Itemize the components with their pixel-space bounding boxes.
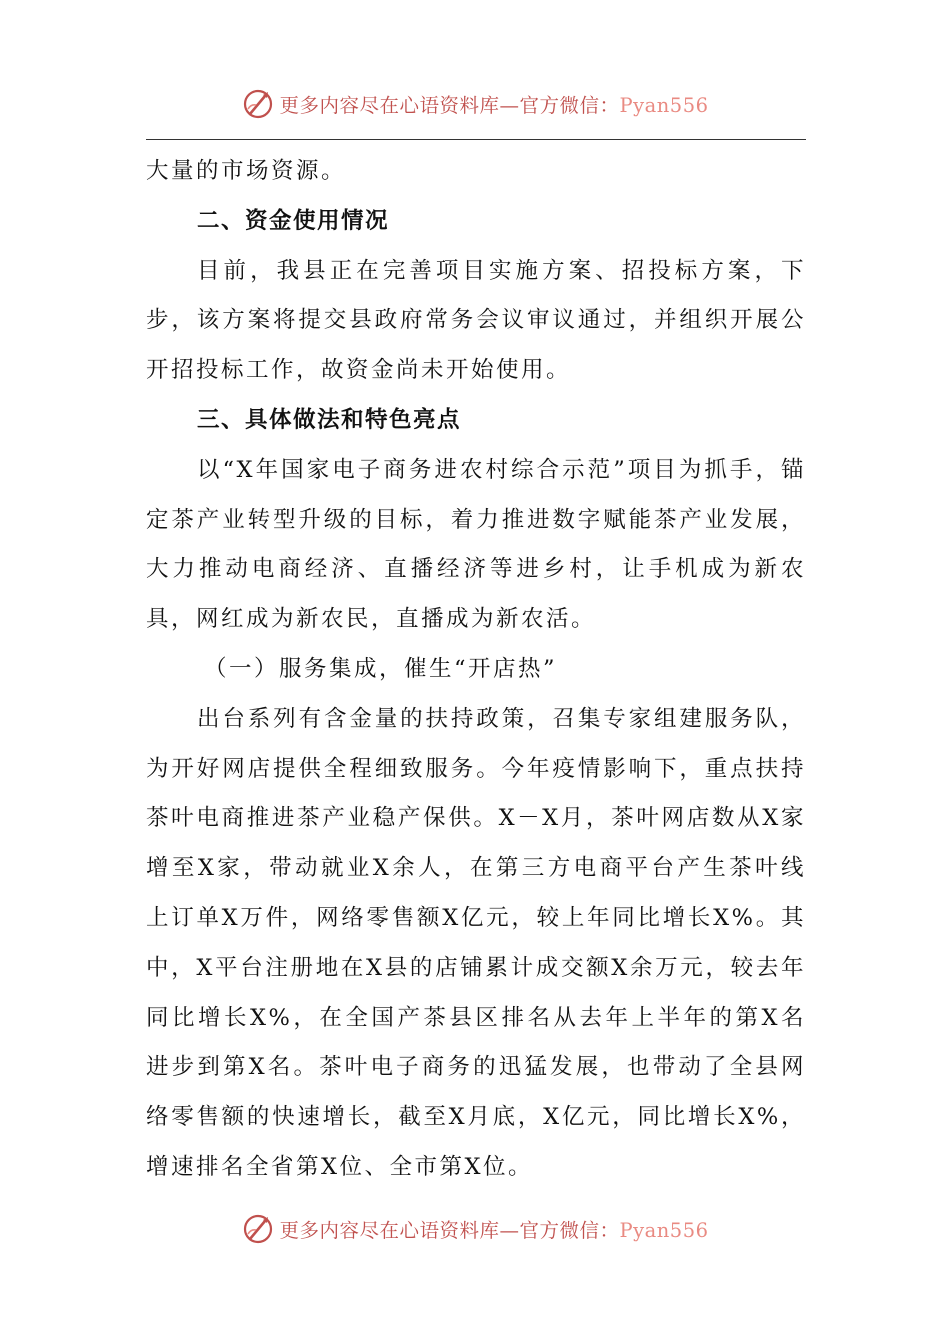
footer-banner xyxy=(0,1209,950,1249)
banner-text: 更多内容尽在心语资料库—官方微信：Pyan556 xyxy=(279,94,709,117)
banner-wechat-id: Pyan556 xyxy=(619,94,709,117)
paragraph-continuation: 大量的市场资源。 xyxy=(146,158,347,184)
paragraph-service: 出台系列有含金量的扶持政策，召集专家组建服务队，为开好网店提供全程细致服务。今年疫情影响下，重点扶持茶叶电商推进茶产业稳产保供。X－X月，茶叶网店数从X家增至X家，带动就业X余人，在第三方电商平台产生茶叶线上订单X万件，网络零售额X亿元，较上年同比增长X%。其中，X平台注册地在X县的店铺累计成交额X余万元，较去年同比增长X%，在全国产茶县区排名从去年上半年的第X名进步到第X名。茶叶电子商务的迅猛发展，也带动了全县网络零售额的快速增长，截至X月底，X亿元，同比增长X%，增速排名全省第X位、全市第X位。 xyxy=(146,705,806,1180)
paragraph-practices: 以“X年国家电子商务进农村综合示范”项目为抓手，锚定茶产业转型升级的目标，着力推进数字赋能茶产业发展，大力推动电商经济、直播经济等进乡村，让手机成为新农具，网红成为新农民，直播成为新农活。 xyxy=(146,456,806,633)
section-heading-practices: 三、具体做法和特色亮点 xyxy=(197,406,462,433)
banner-text: 更多内容尽在心语资料库—官方微信：Pyan556 xyxy=(279,1219,709,1242)
header-banner xyxy=(0,84,950,124)
subsection-heading-service: （一）服务集成，催生“开店热” xyxy=(204,655,558,682)
pen-logo-icon xyxy=(241,1212,275,1246)
document-body xyxy=(146,147,806,1193)
banner-wechat-id: Pyan556 xyxy=(619,1219,709,1242)
pen-logo-icon xyxy=(241,87,275,121)
section-heading-funds: 二、资金使用情况 xyxy=(197,207,390,234)
header-rule xyxy=(146,139,806,140)
paragraph-funds: 目前，我县正在完善项目实施方案、招投标方案，下步，该方案将提交县政府常务会议审议通过，并组织开展公开招投标工作，故资金尚未开始使用。 xyxy=(146,257,806,384)
